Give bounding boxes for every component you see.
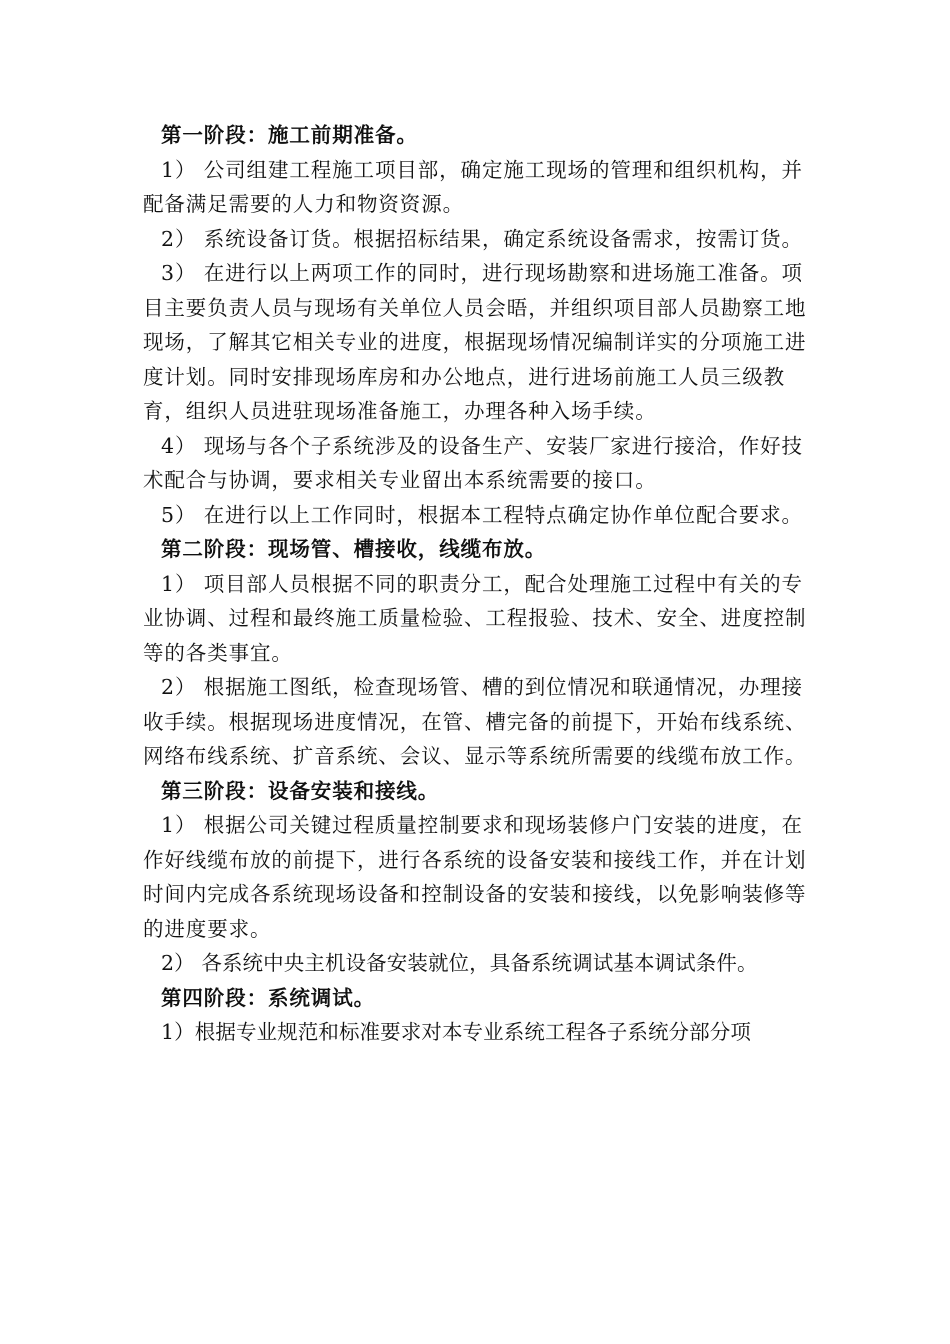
stage-2-item-1: 1） 项目部人员根据不同的职责分工，配合处理施工过程中有关的专业协调、过程和最终施工质量检验、工程报验、技术、安全、进度控制等的各类事宜。 — [143, 571, 807, 665]
stage-1-item-4: 4） 现场与各个子系统涉及的设备生产、安装厂家进行接洽，作好技术配合与协调，要求相关专业留出本系统需要的接口。 — [143, 433, 803, 492]
stage-1-item-3: 3） 在进行以上两项工作的同时，进行现场勘察和进场施工准备。项目主要负责人员与现场有关单位人员会晤，并组织项目部人员勘察工地现场，了解其它相关专业的进度，根据现场情况编制详实的分项施工进度计划。同时安排现场库房和办公地点，进行进场前施工人员三级教育，组织人员进驻现场准备施工，办理各种入场手续。 — [143, 261, 807, 423]
stage-1-heading: 第一阶段：施工前期准备。 — [161, 123, 418, 147]
stage-1-item-5: 5） 在进行以上工作同时，根据本工程特点确定协作单位配合要求。 — [161, 502, 803, 527]
stage-3-heading: 第三阶段：设备安装和接线。 — [161, 778, 440, 803]
stage-2-heading: 第二阶段：现场管、槽接收，线缆布放。 — [161, 537, 547, 561]
stage-4-item-1: 1）根据专业规范和标准要求对本专业系统工程各子系统分部分项 — [161, 1020, 751, 1044]
stage-1-item-1: 1） 公司组建工程施工项目部，确定施工现场的管理和组织机构，并配备满足需要的人力和物资资源。 — [143, 157, 803, 216]
stage-3-item-1: 1） 根据公司关键过程质量控制要求和现场装修户门安装的进度，在作好线缆布放的前提下，进行各系统的设备安装和接线工作，并在计划时间内完成各系统现场设备和控制设备的安装和接线，以免影响装修等的进度要求。 — [143, 813, 807, 941]
document-body — [143, 118, 808, 1050]
stage-3-item-2: 2） 各系统中央主机设备安装就位，具备系统调试基本调试条件。 — [161, 951, 758, 975]
stage-1-item-2: 2） 系统设备订货。根据招标结果，确定系统设备需求，按需订货。 — [161, 226, 803, 251]
stage-4-heading: 第四阶段：系统调试。 — [161, 985, 375, 1010]
stage-2-item-2: 2） 根据施工图纸，检查现场管、槽的到位情况和联通情况，办理接收手续。根据现场进度情况，在管、槽完备的前提下，开始布线系统、网络布线系统、扩音系统、会议、显示等系统所需要的线缆布放工作。 — [143, 675, 807, 768]
